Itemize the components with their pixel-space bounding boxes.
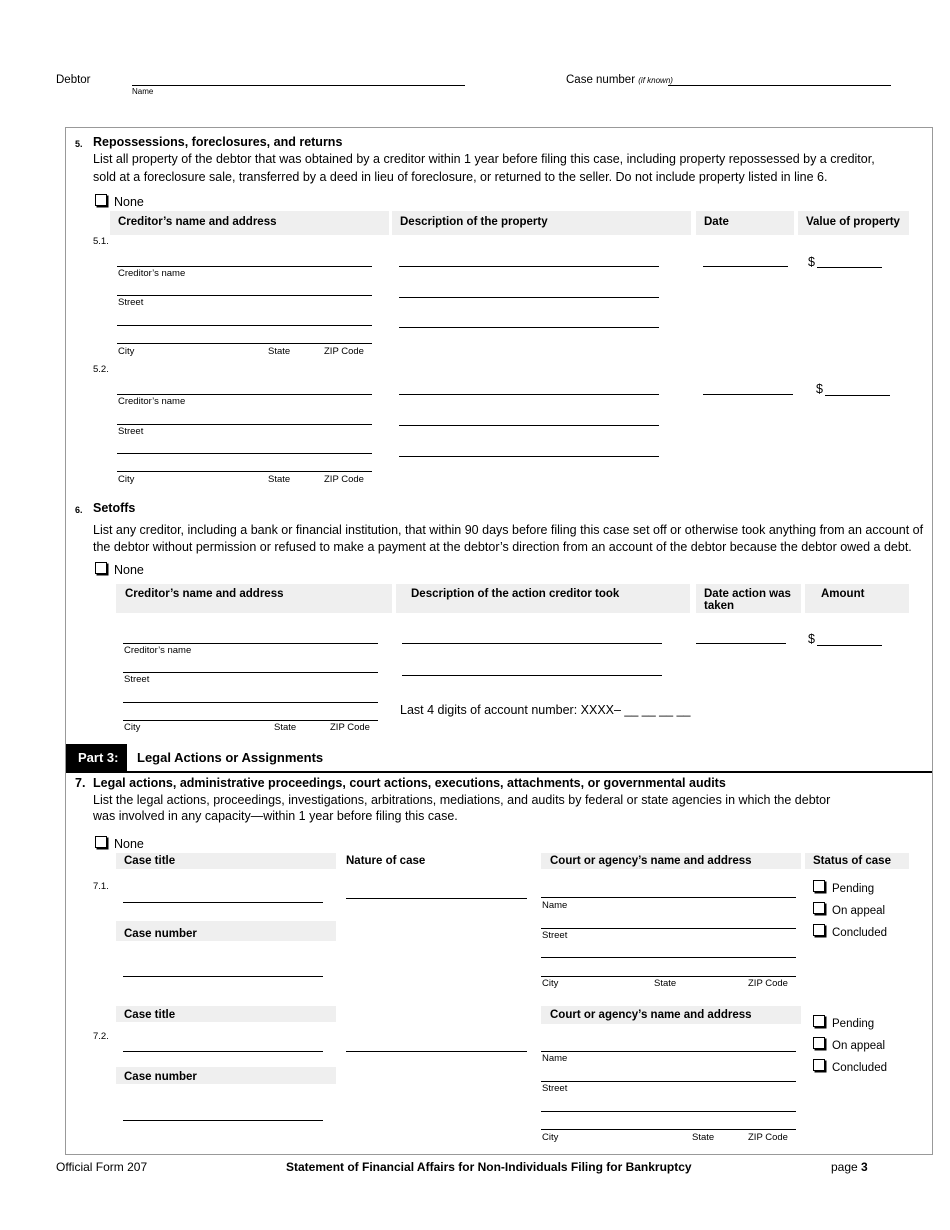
street-line[interactable] xyxy=(117,295,372,296)
section5-number: 5. xyxy=(75,139,83,149)
street-line[interactable] xyxy=(123,672,378,673)
part3-label-box xyxy=(66,744,127,772)
footer-form-name: Official Form 207 xyxy=(56,1160,148,1174)
section6-none-label: None xyxy=(114,563,144,577)
col-date-header: Date xyxy=(696,211,794,235)
city-caption: City xyxy=(118,346,135,357)
nature-line[interactable] xyxy=(346,898,527,899)
street-line[interactable] xyxy=(117,424,372,425)
status-pending-checkbox[interactable] xyxy=(813,1015,825,1027)
section7-none-label: None xyxy=(114,837,144,851)
part3-title: Legal Actions or Assignments xyxy=(137,750,324,765)
status-concluded-checkbox[interactable] xyxy=(813,1059,825,1071)
entry-7-2-number: 7.2. xyxy=(93,1031,109,1042)
creditor-name-caption: Creditor’s name xyxy=(124,645,192,656)
col-status-header: Status of case xyxy=(805,853,909,869)
status-concluded-label: Concluded xyxy=(832,1062,887,1074)
creditor-name-caption: Creditor’s name xyxy=(118,268,186,279)
city-line[interactable] xyxy=(123,720,378,721)
status-on-appeal-label: On appeal xyxy=(832,1040,886,1052)
section5-none-label: None xyxy=(114,195,144,209)
section7-instructions-1: List the legal actions, proceedings, investigations, arbitrations, mediations, and audits by federal or state agencies in which the debtor xyxy=(93,793,831,807)
zip-caption: ZIP Code xyxy=(748,1132,788,1143)
creditor-name-line[interactable] xyxy=(117,266,372,267)
section7-number: 7. xyxy=(75,776,86,790)
debtor-label: Debtor xyxy=(56,74,91,86)
status-pending-label: Pending xyxy=(832,1018,875,1030)
court-street-line-2[interactable] xyxy=(541,957,796,958)
zip-caption: ZIP Code xyxy=(330,722,370,733)
case-number-line[interactable] xyxy=(123,976,323,977)
currency-symbol: $ xyxy=(808,632,815,646)
status-on-appeal-label: On appeal xyxy=(832,905,886,917)
case-number-label: Case number (if known) xyxy=(566,74,673,86)
action-line[interactable] xyxy=(402,675,662,676)
status-concluded-label: Concluded xyxy=(832,927,887,939)
part3-label: Part 3: xyxy=(78,750,119,765)
account-digits[interactable]: Last 4 digits of account number: XXXX– __ __ __ __ xyxy=(400,703,691,717)
city-caption: City xyxy=(118,474,135,485)
zip-caption: ZIP Code xyxy=(324,346,364,357)
state-caption: State xyxy=(268,474,291,485)
status-on-appeal-checkbox[interactable] xyxy=(813,1037,825,1049)
form-frame xyxy=(65,127,933,1155)
description-line[interactable] xyxy=(399,394,659,395)
creditor-name-line[interactable] xyxy=(123,643,378,644)
court-street-line[interactable] xyxy=(541,1081,796,1082)
value-line[interactable] xyxy=(817,267,882,268)
entry-7-1-number: 7.1. xyxy=(93,881,109,892)
section5-instructions-1: List all property of the debtor that was obtained by a creditor within 1 year before filing this case, including property repossessed by a creditor, xyxy=(93,152,875,166)
currency-symbol: $ xyxy=(808,255,815,269)
court-name-line[interactable] xyxy=(541,1051,796,1052)
name-caption: Name xyxy=(132,87,154,96)
amount-line[interactable] xyxy=(817,645,882,646)
nature-line[interactable] xyxy=(346,1051,527,1052)
street-line-2[interactable] xyxy=(123,702,378,703)
status-concluded-checkbox[interactable] xyxy=(813,924,825,936)
zip-caption: ZIP Code xyxy=(324,474,364,485)
section5-none-checkbox[interactable] xyxy=(95,194,107,206)
case-number-line[interactable] xyxy=(123,1120,323,1121)
state-caption: State xyxy=(274,722,297,733)
col-date-action-header: Date action was taken xyxy=(696,584,801,613)
section6-none-checkbox[interactable] xyxy=(95,562,107,574)
section6-title: Setoffs xyxy=(93,501,136,515)
status-pending-label: Pending xyxy=(832,883,875,895)
date-action-line[interactable] xyxy=(696,643,786,644)
street-caption: Street xyxy=(542,930,568,941)
section7-none-checkbox[interactable] xyxy=(95,836,107,848)
case-title-label-box: Case title xyxy=(116,1006,336,1022)
street-caption: Street xyxy=(118,426,144,437)
section7-instructions-2: was involved in any capacity—within 1 year before filing this case. xyxy=(93,809,458,823)
date-line[interactable] xyxy=(703,394,793,395)
description-line[interactable] xyxy=(399,266,659,267)
city-caption: City xyxy=(542,978,559,989)
city-caption: City xyxy=(124,722,141,733)
action-line[interactable] xyxy=(402,643,662,644)
col-creditor-header: Creditor’s name and address xyxy=(116,584,392,613)
section6-instructions-1: List any creditor, including a bank or financial institution, that within 90 days before filing this case set off or otherwise took anything from an account of xyxy=(93,523,924,537)
description-line[interactable] xyxy=(399,297,659,298)
entry-5-2-number: 5.2. xyxy=(93,364,109,375)
court-name-line[interactable] xyxy=(541,897,796,898)
currency-symbol: $ xyxy=(816,382,823,396)
street-line-2[interactable] xyxy=(117,325,372,326)
col-action-header: Description of the action creditor took xyxy=(396,584,690,613)
description-line[interactable] xyxy=(399,425,659,426)
description-line[interactable] xyxy=(399,456,659,457)
description-line[interactable] xyxy=(399,327,659,328)
section7-title: Legal actions, administrative proceedings, court actions, executions, attachments, or governmental audits xyxy=(93,776,726,790)
page-number: 3 xyxy=(861,1160,868,1174)
debtor-name-line[interactable] xyxy=(132,85,465,86)
creditor-name-caption: Creditor’s name xyxy=(118,396,186,407)
court-label-box: Court or agency’s name and address xyxy=(541,1006,801,1024)
value-line[interactable] xyxy=(825,395,890,396)
name-caption: Name xyxy=(542,1053,568,1064)
section6-instructions-2: the debtor without permission or refused to make a payment at the debtor’s direction from an account of the debtor because the debtor owed a debt. xyxy=(93,540,912,554)
col-amount-header: Amount xyxy=(805,584,909,613)
col-court-header: Court or agency’s name and address xyxy=(541,853,801,869)
state-caption: State xyxy=(654,978,677,989)
state-caption: State xyxy=(692,1132,715,1143)
case-number-line[interactable] xyxy=(668,85,891,86)
street-caption: Street xyxy=(124,674,150,685)
creditor-name-line[interactable] xyxy=(117,394,372,395)
street-line-2[interactable] xyxy=(117,453,372,454)
footer-page: page 3 xyxy=(831,1160,868,1174)
court-city-line[interactable] xyxy=(541,1129,796,1130)
city-caption: City xyxy=(542,1132,559,1143)
section5-instructions-2: sold at a foreclosure sale, transferred by a deed in lieu of foreclosure, or returned to the seller. Do not include property listed in line 6. xyxy=(93,170,828,184)
case-number-label-box: Case number xyxy=(116,921,336,941)
case-title-line[interactable] xyxy=(123,1051,323,1052)
col-value-header: Value of property xyxy=(798,211,909,235)
court-street-line-2[interactable] xyxy=(541,1111,796,1112)
part3-rule xyxy=(66,771,932,773)
state-caption: State xyxy=(268,346,291,357)
entry-5-1-number: 5.1. xyxy=(93,236,109,247)
city-line[interactable] xyxy=(117,471,372,472)
case-number-qualifier: (if known) xyxy=(638,76,673,85)
col-case-title-header: Case title xyxy=(116,853,336,869)
col-description-header: Description of the property xyxy=(392,211,691,235)
case-number-label-box: Case number xyxy=(116,1067,336,1084)
case-title-line[interactable] xyxy=(123,902,323,903)
col-creditor-header: Creditor’s name and address xyxy=(110,211,389,235)
section6-number: 6. xyxy=(75,505,83,515)
col-nature-header: Nature of case xyxy=(340,853,536,869)
name-caption: Name xyxy=(542,900,568,911)
city-line[interactable] xyxy=(117,343,372,344)
zip-caption: ZIP Code xyxy=(748,978,788,989)
street-caption: Street xyxy=(542,1083,568,1094)
date-line[interactable] xyxy=(703,266,788,267)
status-on-appeal-checkbox[interactable] xyxy=(813,902,825,914)
footer-form-title: Statement of Financial Affairs for Non-Individuals Filing for Bankruptcy xyxy=(286,1160,692,1174)
court-city-line[interactable] xyxy=(541,976,796,977)
street-caption: Street xyxy=(118,297,144,308)
section5-title: Repossessions, foreclosures, and returns xyxy=(93,135,343,149)
court-street-line[interactable] xyxy=(541,928,796,929)
status-pending-checkbox[interactable] xyxy=(813,880,825,892)
